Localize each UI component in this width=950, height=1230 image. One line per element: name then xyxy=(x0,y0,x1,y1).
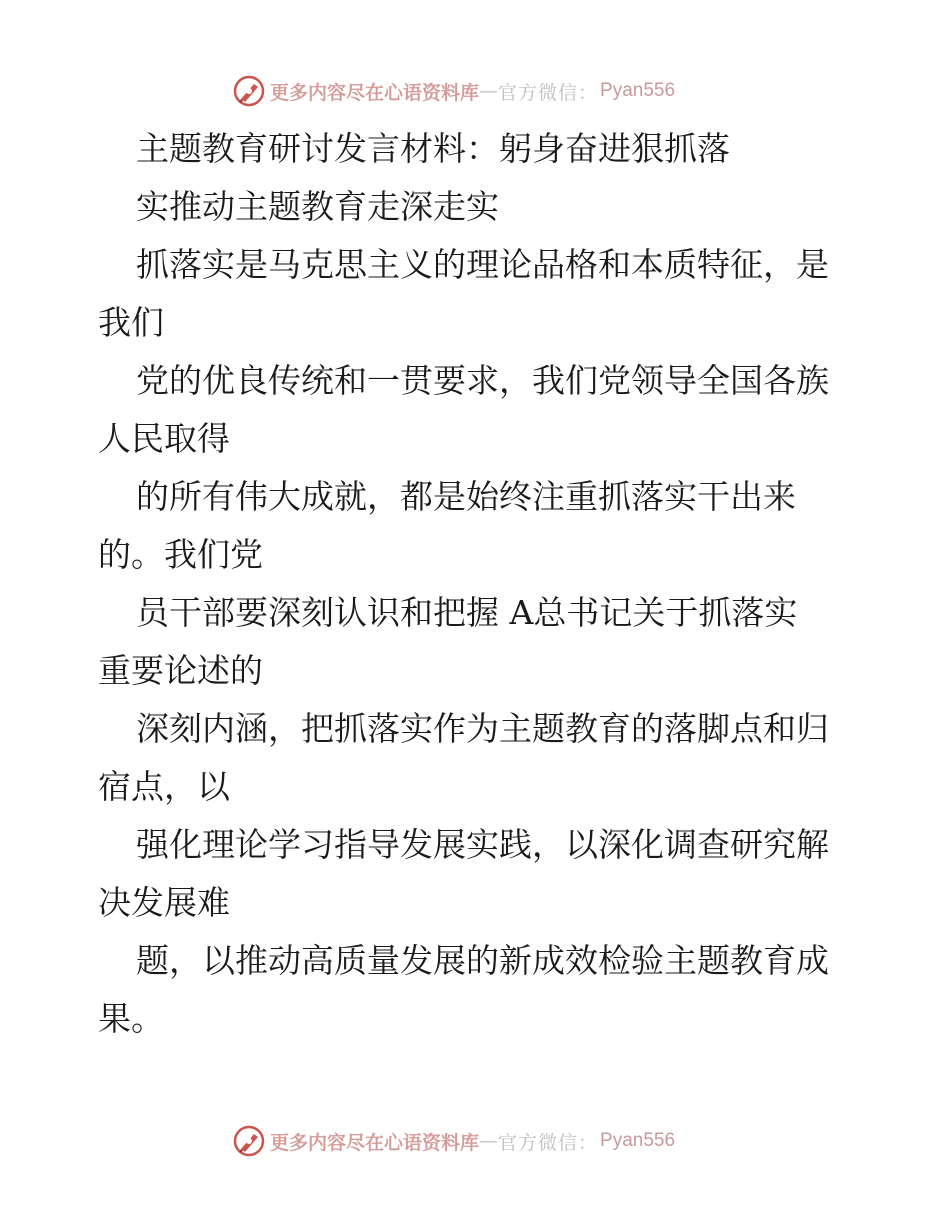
footer-watermark xyxy=(232,1124,675,1158)
document-body xyxy=(98,120,858,1048)
text-line: 的所有伟大成就，都是始终注重抓落实干出来 xyxy=(136,477,796,516)
text-line: 决发展难 xyxy=(98,883,230,922)
text-line: 重要论述的 xyxy=(98,651,263,690)
watermark-brand: 更多内容尽在心语资料库 xyxy=(270,1131,480,1154)
title-line-1: 主题教育研讨发言材料：躬身奋进狠抓落 xyxy=(136,129,730,168)
text-line: 党的优良传统和一贯要求，我们党领导全国各族 xyxy=(136,361,829,400)
pen-logo-icon xyxy=(232,1124,266,1158)
text-line: 强化理论学习指导发展实践，以深化调查研究解 xyxy=(136,825,829,864)
watermark-dash: — xyxy=(479,80,499,102)
header-watermark xyxy=(232,74,675,108)
title-line-2: 实推动主题教育走深走实 xyxy=(136,187,499,226)
text-line: 果。 xyxy=(98,999,164,1038)
pen-logo-icon xyxy=(232,74,266,108)
text-line: 我们 xyxy=(98,303,164,342)
text-line: 深刻内涵，把抓落实作为主题教育的落脚点和归 xyxy=(136,709,829,748)
text-line: 抓落实是马克思主义的理论品格和本质特征，是 xyxy=(136,245,829,284)
watermark-wechat-id: Pyan556 xyxy=(600,1130,676,1151)
watermark-official: 官方微信： xyxy=(498,1131,599,1154)
text-line: 人民取得 xyxy=(98,419,230,458)
text-line: 宿点，以 xyxy=(98,767,230,806)
watermark-brand: 更多内容尽在心语资料库 xyxy=(270,81,480,104)
watermark-official: 官方微信： xyxy=(498,81,599,104)
text-line: 题，以推动高质量发展的新成效检验主题教育成 xyxy=(136,941,829,980)
text-line: 的。我们党 xyxy=(98,535,263,574)
watermark-dash: — xyxy=(479,1130,499,1152)
watermark-wechat-id: Pyan556 xyxy=(600,80,676,101)
text-line: 员干部要深刻认识和把握 A总书记关于抓落实 xyxy=(136,593,798,632)
